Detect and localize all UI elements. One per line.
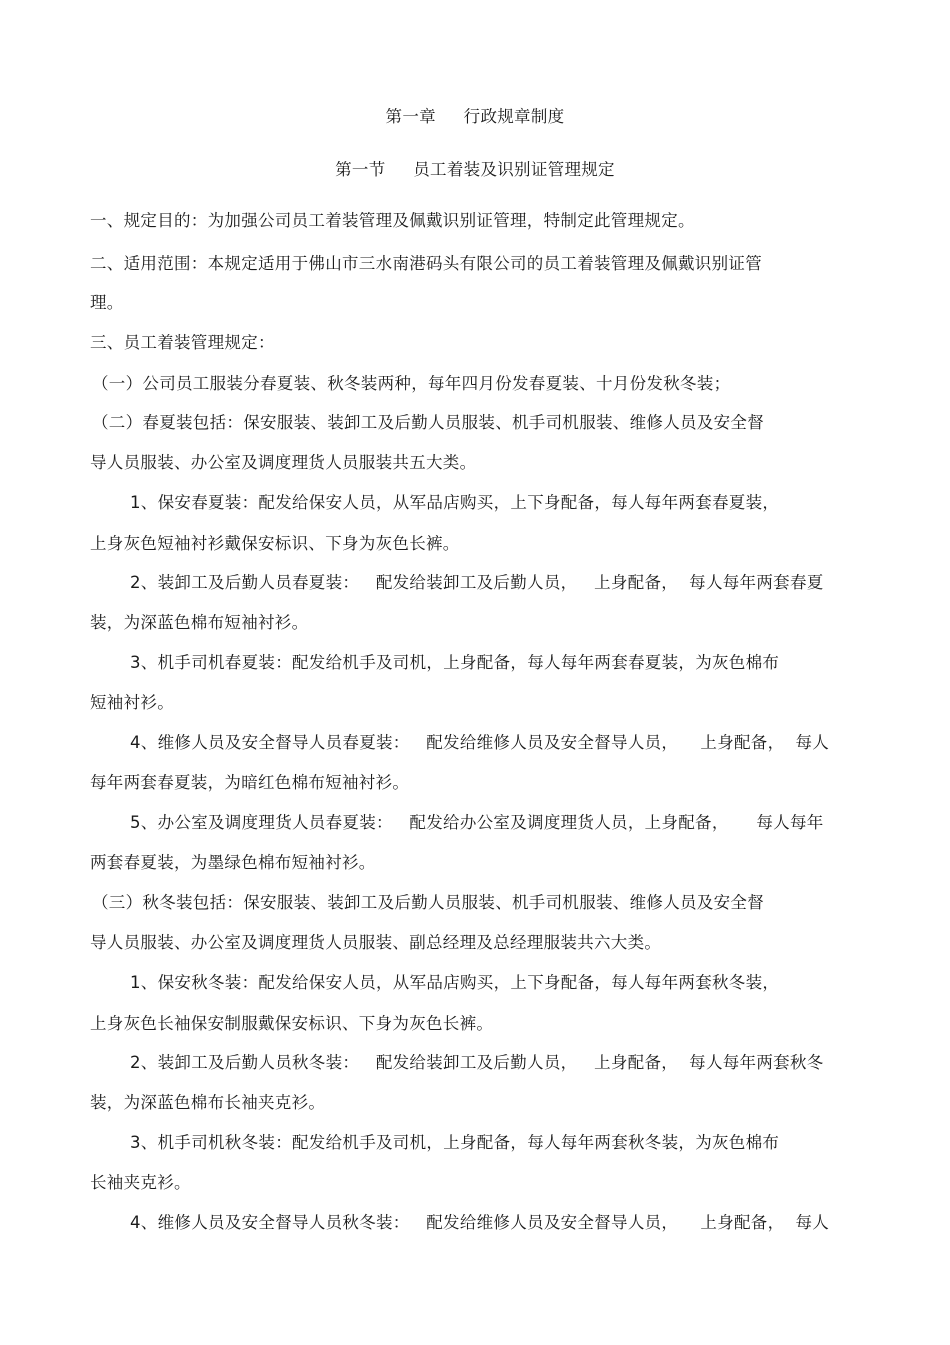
paragraph-line: 导人员服装、办公室及调度理货人员服装共五大类。	[90, 453, 477, 472]
paragraph-line: 二、适用范围：本规定适用于佛山市三水南港码头有限公司的员工着装管理及佩戴识别证管	[90, 254, 762, 273]
paragraph-line: 4、维修人员及安全督导人员秋冬装： 配发给维修人员及安全督导人员， 上身配备， 每人	[130, 1213, 830, 1232]
paragraph-line: （二）春夏装包括：保安服装、装卸工及后勤人员服装、机手司机服装、维修人员及安全督	[92, 413, 764, 432]
section-title: 第一节 员工着装及识别证管理规定	[335, 160, 615, 179]
chapter-title: 第一章 行政规章制度	[385, 107, 565, 126]
paragraph-line: 1、保安春夏装：配发给保安人员，从军品店购买，上下身配备，每人每年两套春夏装，	[130, 493, 780, 512]
paragraph-line: 导人员服装、办公室及调度理货人员服装、副总经理及总经理服装共六大类。	[90, 933, 662, 952]
paragraph-line: 上身灰色长袖保安制服戴保安标识、下身为灰色长裤。	[90, 1014, 494, 1033]
paragraph-line: 短袖衬衫。	[90, 693, 174, 712]
paragraph-line: 装，为深蓝色棉布长袖夹克衫。	[90, 1093, 326, 1112]
paragraph-line: （一）公司员工服装分春夏装、秋冬装两种，每年四月份发春夏装、十月份发秋冬装；	[92, 374, 731, 393]
paragraph-line: 每年两套春夏装，为暗红色棉布短袖衬衫。	[90, 773, 410, 792]
paragraph-line: 2、装卸工及后勤人员春夏装： 配发给装卸工及后勤人员， 上身配备， 每人每年两套春夏	[130, 573, 824, 592]
paragraph-line: 上身灰色短袖衬衫戴保安标识、下身为灰色长裤。	[90, 534, 460, 553]
paragraph-line: 2、装卸工及后勤人员秋冬装： 配发给装卸工及后勤人员， 上身配备， 每人每年两套秋冬	[130, 1053, 824, 1072]
paragraph-line: 长袖夹克衫。	[90, 1173, 191, 1192]
paragraph-line: 两套春夏装，为墨绿色棉布短袖衬衫。	[90, 853, 376, 872]
paragraph-line: 4、维修人员及安全督导人员春夏装： 配发给维修人员及安全督导人员， 上身配备， 每人	[130, 733, 830, 752]
paragraph-line: 1、保安秋冬装：配发给保安人员，从军品店购买，上下身配备，每人每年两套秋冬装，	[130, 973, 780, 992]
paragraph-line: 一、规定目的：为加强公司员工着装管理及佩戴识别证管理，特制定此管理规定。	[90, 211, 695, 230]
paragraph-line: 三、员工着装管理规定：	[90, 333, 275, 352]
paragraph-line: 装，为深蓝色棉布短袖衬衫。	[90, 613, 309, 632]
paragraph-line: 3、机手司机秋冬装：配发给机手及司机，上身配备，每人每年两套秋冬装，为灰色棉布	[130, 1133, 780, 1152]
paragraph-line: 3、机手司机春夏装：配发给机手及司机，上身配备，每人每年两套春夏装，为灰色棉布	[130, 653, 780, 672]
paragraph-line: 理。	[90, 293, 124, 312]
paragraph-line: 5、办公室及调度理货人员春夏装： 配发给办公室及调度理货人员，上身配备， 每人每年	[130, 813, 824, 832]
paragraph-line: （三）秋冬装包括：保安服装、装卸工及后勤人员服装、机手司机服装、维修人员及安全督	[92, 893, 764, 912]
